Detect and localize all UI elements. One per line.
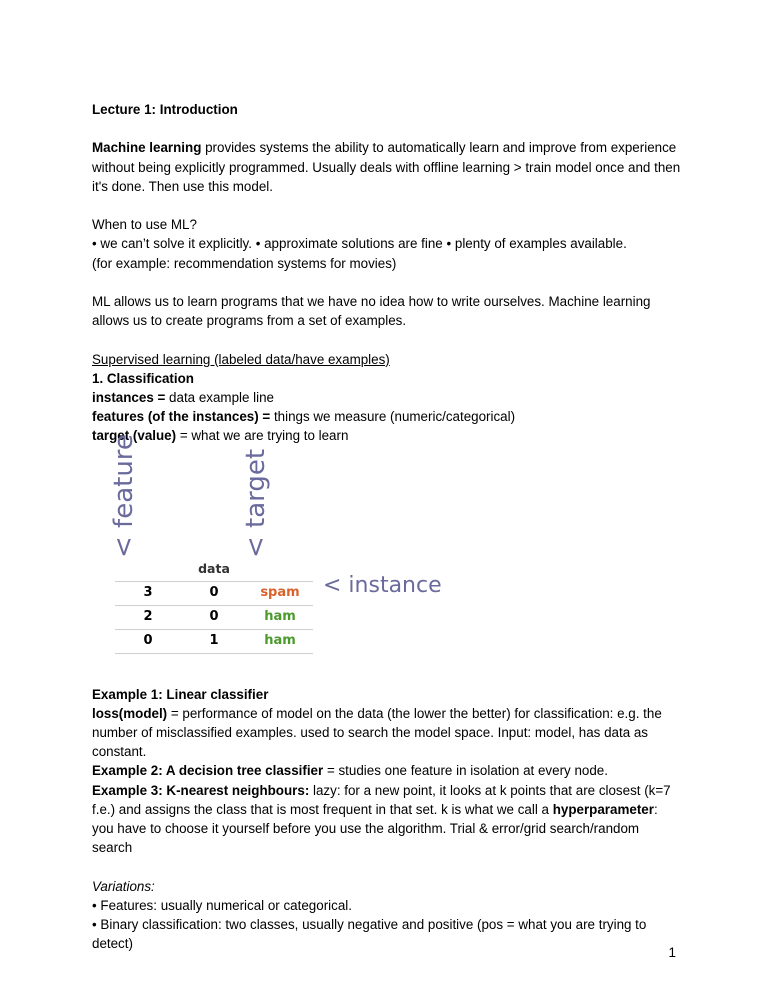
example-1-title: Example 1: Linear classifier (92, 686, 269, 702)
table-row: 0 1 ham (115, 629, 313, 653)
target-annotation: < target (241, 448, 271, 558)
ml-allows-paragraph: ML allows us to learn programs that we have no idea how to write ourselves. Machine learning allows us to create programs from a set of examples. (92, 293, 651, 329)
loss-definition: loss(model) = performance of model on the data (the lower the better) for classification: e.g. the number of misclassified examples. used to search the model space. Input: model, has data as constant. (92, 705, 662, 760)
target-definition: target (value) = what we are trying to learn (92, 428, 349, 444)
example-2-definition: Example 2: A decision tree classifier = studies one feature in isolation at every node. (92, 763, 608, 779)
supervised-title: Supervised learning (labeled data/have examples) (92, 351, 390, 367)
when-question: When to use ML? (92, 217, 197, 233)
intro-paragraph: Machine learning provides systems the ability to automatically learn and improve from experience without being explicitly programmed. Usually deals with offline learning > train model once and then it's done. Then use this model. (92, 140, 681, 194)
variations-title: Variations: (92, 878, 155, 894)
example-3-definition: Example 3: K-nearest neighbours: lazy: for a new point, it looks at k points that are closest (k=7 f.e.) and assigns the class that is most frequent in that set. k is what we call a hyperparameter: you have to choose it yourself before you use the algorithm. Trial & error/grid search/random search (92, 782, 671, 856)
data-column-header: data (198, 561, 230, 577)
lecture-heading: Lecture 1: Introduction (92, 102, 238, 117)
when-line-2: (for example: recommendation systems for movies) (92, 255, 397, 271)
classification-title: 1. Classification (92, 370, 194, 386)
document-body (92, 100, 682, 953)
variations-item-2: • Binary classification: two classes, usually negative and positive (pos = what you are trying to detect) (92, 917, 647, 952)
intro-term: Machine learning (92, 140, 202, 156)
feature-annotation: < feature (109, 433, 139, 558)
page-number: 1 (668, 945, 676, 960)
features-definition: features (of the instances) = things we measure (numeric/categorical) (92, 409, 516, 425)
variations-item-1: • Features: usually numerical or categorical. (92, 897, 352, 913)
table-row: 2 0 ham (115, 605, 313, 629)
instances-definition: instances = data example line (92, 389, 275, 405)
instance-annotation: < instance (323, 572, 442, 598)
instance-table (115, 558, 313, 654)
table-row: 3 0 spam (115, 581, 313, 605)
when-line-1: • we can’t solve it explicitly. • approximate solutions are fine • plenty of examples available. (92, 236, 627, 252)
